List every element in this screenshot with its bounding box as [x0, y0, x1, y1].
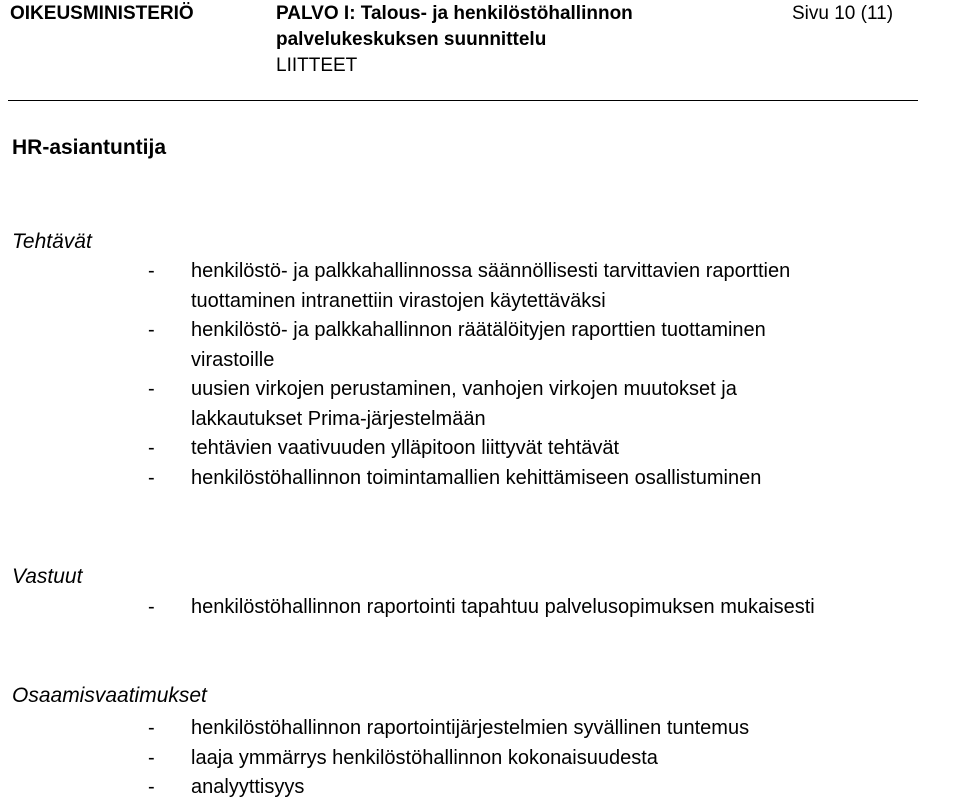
list-item — [148, 744, 749, 774]
document-header-title: PALVO I: Talous- ja henkilöstöhallinnon — [276, 3, 633, 24]
vastuut-list — [148, 593, 815, 623]
page-title: HR-asiantuntija — [12, 136, 167, 159]
bullet-dash: - — [148, 378, 155, 400]
bullet-dash: - — [148, 466, 155, 489]
osaamisvaatimukset-list — [148, 714, 749, 803]
list-item — [148, 773, 749, 803]
page-number: Sivu 10 (11) — [792, 3, 894, 24]
list-item-text: henkilöstöhallinnon raportointijärjestelmien syvällinen tuntemus — [191, 717, 750, 739]
bullet-dash: - — [148, 437, 155, 459]
bullet-dash: - — [148, 717, 155, 739]
header-divider — [8, 100, 918, 101]
tehtavat-list — [148, 257, 790, 493]
bullet-dash: - — [148, 596, 155, 618]
organization-name: OIKEUSMINISTERIÖ — [10, 3, 194, 24]
bullet-dash: - — [148, 319, 155, 341]
bullet-dash: - — [148, 260, 155, 282]
document-header-section: LIITTEET — [276, 55, 358, 76]
list-item-text: henkilöstöhallinnon toimintamallien kehittämiseen osallistuminen — [191, 466, 762, 489]
list-item — [148, 257, 790, 316]
list-item-text: uusien virkojen perustaminen, vanhojen virkojen muutokset ja lakkautukset Prima-järjestelmään — [191, 378, 737, 430]
list-item-text: henkilöstö- ja palkkahallinnon räätälöityjen raporttien tuottaminen virastoille — [191, 319, 766, 371]
section-heading-tehtavat: Tehtävät — [12, 230, 92, 253]
bullet-dash: - — [148, 776, 155, 798]
list-item-text: analyyttisyys — [191, 776, 305, 798]
list-item — [148, 316, 790, 375]
list-item — [148, 714, 749, 744]
list-item-text: henkilöstöhallinnon raportointi tapahtuu palvelusopimuksen mukaisesti — [191, 596, 815, 618]
list-item — [148, 593, 815, 623]
list-item-text: henkilöstö- ja palkkahallinnossa säännöllisesti tarvittavien raporttien tuottaminen intranettiin virastojen käytettäväksi — [191, 260, 791, 312]
list-item — [148, 464, 790, 494]
list-item-text: tehtävien vaativuuden ylläpitoon liittyvät tehtävät — [191, 437, 620, 459]
list-item-text: laaja ymmärrys henkilöstöhallinnon kokonaisuudesta — [191, 746, 658, 769]
section-heading-vastuut: Vastuut — [12, 565, 83, 588]
section-heading-osaamisvaatimukset: Osaamisvaatimukset — [12, 684, 207, 707]
list-item — [148, 434, 790, 464]
bullet-dash: - — [148, 746, 155, 769]
list-item — [148, 375, 790, 434]
document-header-subtitle: palvelukeskuksen suunnittelu — [276, 29, 547, 50]
